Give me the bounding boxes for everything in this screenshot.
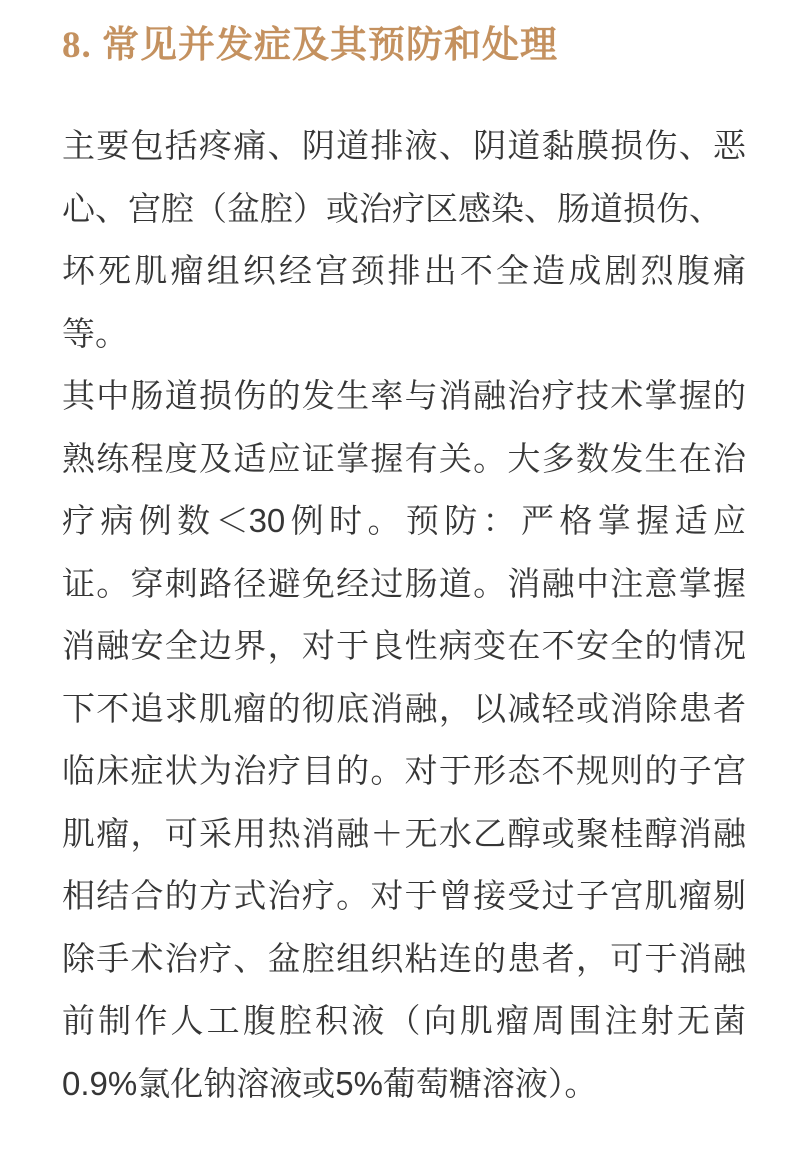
- paragraph-line: 0.9%氯化钠溶液或5%葡萄糖溶液）。: [62, 1064, 598, 1102]
- paragraph-line: 熟练程度及适应证掌握有关。大多数发生在治: [62, 439, 746, 477]
- paragraph-line: 心、宫腔（盆腔）或治疗区感染、肠道损伤、: [62, 189, 722, 227]
- paragraph-line: 等。: [62, 314, 128, 352]
- paragraph-line: 疗病例数＜30例时。预防：严格掌握适应: [62, 502, 746, 539]
- paragraph-line: 证。穿刺路径避免经过肠道。消融中注意掌握: [62, 564, 746, 602]
- paragraph-line: 主要包括疼痛、阴道排液、阴道黏膜损伤、恶: [62, 127, 746, 164]
- paragraph-line: 坏死肌瘤组织经宫颈排出不全造成剧烈腹痛: [62, 252, 746, 289]
- paragraph-line: 前制作人工腹腔积液（向肌瘤周围注射无菌: [62, 1002, 746, 1039]
- paragraph-line: 下不追求肌瘤的彻底消融，以减轻或消除患者: [62, 689, 746, 727]
- paragraph-line: 相结合的方式治疗。对于曾接受过子宫肌瘤剔: [62, 877, 746, 914]
- paragraph-line: 消融安全边界，对于良性病变在不安全的情况: [62, 627, 746, 664]
- paragraph-line: 其中肠道损伤的发生率与消融治疗技术掌握的: [62, 377, 746, 414]
- paragraph-line: 肌瘤，可采用热消融＋无水乙醇或聚桂醇消融: [62, 814, 746, 852]
- paragraph-line: 临床症状为治疗目的。对于形态不规则的子宫: [62, 752, 746, 789]
- paragraph-line: 除手术治疗、盆腔组织粘连的患者，可于消融: [62, 939, 746, 977]
- body-text: [62, 115, 746, 1115]
- section-title: 8. 常见并发症及其预防和处理: [62, 25, 558, 66]
